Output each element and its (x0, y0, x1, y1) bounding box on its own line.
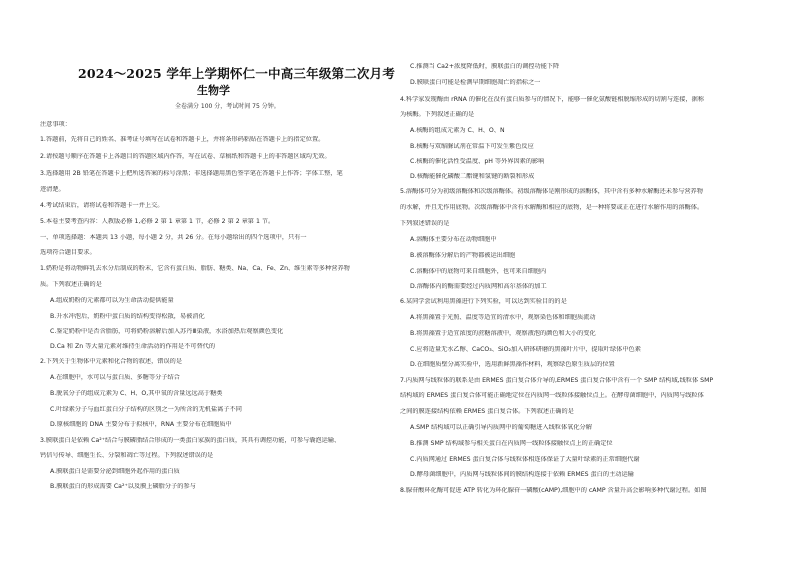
question-line: 8.腺苷酸环化酶可促进 ATP 转化为环化腺苷一磷酸(cAMP),细胞中的 cAMP 含量升高会影响多种代谢过程。如图 (400, 487, 707, 494)
notice-item: 1.答题前，先将自己的姓名、准考证号填写在试卷和答题卡上，并将条形码粘贴在答题卡上的指定位置。 (40, 136, 325, 143)
option-line: B.膜联蛋白的形成需要 Ca²⁺以及膜上磷脂分子的参与 (50, 483, 196, 490)
option-line: B.推测 SMP 结构域参与相关蛋白在内质网一线粒体接触位点上的正确定位 (410, 440, 613, 447)
option-line: D.酵母菌细胞中，内质网与线粒体间的膜结构连接于依赖 ERMES 蛋白的主动运输 (410, 471, 634, 478)
option-line: D.核酶能催化磷酸二酯键和氢键的断裂和形成 (410, 173, 535, 180)
option-line: D.Ca 和 Zn 等大量元素对维持生命活动的作用是不可替代的 (50, 343, 216, 350)
option-line: B.被溶酶体分解后的产物都被运出细胞 (410, 252, 516, 259)
question-line: 结构域的 ERMES 蛋白复合体可能正确地定位在内质网一线粒体接触位点上。在酵母菌细胞中，内质网与线粒体 (400, 392, 704, 399)
question-line: 钙信号传导、细胞生长、分裂和凋亡等过程。下列叙述错误的是 (40, 452, 214, 459)
option-line: D.在细胞质壁分离实验中，选用新鲜黑藻作材料，观察绿色原生质层的位置 (410, 361, 615, 368)
question-line: 4.科学家发现酶由 rRNA 的催化在没有蛋白质参与的情况下，能够一催化氨酸链相脱缩形成的切割与连接，据称 (400, 96, 704, 103)
question-line: 3.膜联蛋白是依赖 Ca²⁺结合与膜磷脂结合形成的一类蛋白家族的蛋白质，其具有调控功能，可参与囊泡运输、 (40, 437, 341, 444)
notice-heading: 注意事项： (40, 121, 71, 128)
option-line: A.在细胞中，水可以与蛋白质、多糖等分子结合 (50, 374, 180, 381)
question-line: 5.溶酶体可分为初级溶酶体和次级溶酶体。初级溶酶体是刚形成的溶酶体，其中含有多种水解酶还未参与营养物 (400, 188, 703, 195)
option-line: C.叶绿素分子与血红蛋白分子结构的区别之一为所含的无机盐离子不同 (50, 406, 242, 413)
notice-item: 5.本卷主要考查内容：人教版必修 1,必修 2 第 1 章第 1 节，必修 2 第 2 章第 1 节。 (40, 218, 275, 225)
option-line: B.脱氧分子的组成元素为 C、H、O,其中氧的含量远远高于糖类 (50, 390, 223, 397)
option-line: C.鉴定奶粉中是否含脂肪，可将奶粉溶解后加入苏丹Ⅲ染液，水浴加热后观察颜色变化 (50, 328, 284, 335)
option-line: C.应将适量无水乙醇、CaCO₃、SiO₂加入研钵研磨的黑藻叶片中，提取叶绿体中色素 (410, 346, 641, 353)
question-line: 1.奶粉是将动物鲜乳去水分后制成的粉末，它含有蛋白质、脂肪、糖类、Na、Ca、Fe、Zn、维生素等多种营养物 (40, 265, 350, 272)
option-line: A.SMP 结构域可以正确引导内质网中的葡萄糖进入线粒体氧化分解 (410, 424, 592, 431)
option-line: C.溶酶体中的底物可来自细胞外，也可来自细胞内 (410, 268, 547, 275)
option-line: A.组成奶粉的元素都可以为生命活动提供能量 (50, 297, 174, 304)
option-line: C.内质网通过 ERMES 蛋白复合体与线粒体相连体保证了大量叶绿素的正常细胞代谢 (410, 456, 640, 463)
section-heading: 一、单项选择题：本题共 13 小题，每小题 2 分，共 26 分。在每小题给出的四个选项中，只有一 (40, 234, 307, 241)
notice-item: 3.选择题用 2B 铅笔在答题卡上把所选答案的标号涂黑；非选择题用黑色签字笔在答题卡上作答；字体工整，笔 (40, 170, 343, 177)
option-line: A.核酶的组成元素为 C、H、O、N (410, 127, 505, 134)
option-line: A.溶酶体主要分布在动物细胞中 (410, 236, 497, 243)
exam-meta: 全卷满分 100 分，考试时间 75 分钟。 (175, 103, 280, 110)
question-line: 之间的膜连接结构依赖 ERMES 蛋白复合体。下列叙述正确的是 (400, 408, 574, 415)
option-line: C.推测当 Ca2+浓度降低时，膜联蛋白的调控功能下降 (410, 63, 560, 70)
option-line: B.升水冲泡后，奶粉中蛋白质的结构变得松散，易被消化 (50, 313, 205, 320)
question-line: 7.内质网与线粒体的联系是由 ERMES 蛋白复合体介导的,ERMES 蛋白复合体中含有一个 SMP 结构域,线粒体 SMP (400, 377, 714, 384)
notice-item: 迹清楚。 (40, 186, 65, 193)
question-line: 下列叙述错误的是 (400, 220, 450, 227)
option-line: D.溶酶体内的酶需要经过内质网和高尔基体的加工 (410, 283, 547, 290)
exam-title: 2024～2025 学年上学期怀仁一中高三年级第二次月考 (78, 66, 396, 81)
question-line: 6.某同学尝试利用黑藻进行下列实验，可以达到实验目的的是 (400, 298, 567, 305)
option-line: A.膜联蛋白是需要分泌到细胞外起作用的蛋白质 (50, 468, 180, 475)
option-line: C.核酶的催化活性受温度、pH 等外界因素的影响 (410, 158, 545, 165)
option-line: B.核酶与双缩脲试剂在常温下可发生紫色反应 (410, 143, 534, 150)
question-line: 2.下列关于生物体中元素和化合物的叙述，错误的是 (40, 358, 183, 365)
section-heading: 选项符合题目要求。 (40, 249, 96, 256)
option-line: B.将黑藻置于适宜浓度的蔗糖溶液中，观察液泡的颜色和大小的变化 (410, 330, 596, 337)
notice-item: 2.请按题号顺序在答题卡上各题目的答题区域内作答，写在试卷、草稿纸和答题卡上的非答题区域均无效。 (40, 153, 331, 160)
notice-item: 4.考试结束后，请将试卷和答题卡一并上交。 (40, 202, 164, 209)
question-line: 为核酶。下列叙述正确的是 (400, 111, 475, 118)
option-line: A.将黑藻置于光照、温度等适宜的清水中，观察染色体和细胞质流动 (410, 314, 596, 321)
question-line: 的水解，并且无作用底物。次级溶酶体中含有水解酶和相应的底物，是一种将要或正在进行水解作用的溶酶体。 (400, 204, 704, 211)
option-line: D.原核细胞的 DNA 主要分布于拟核中，RNA 主要分布在细胞质中 (50, 421, 232, 428)
option-line: D.膜联蛋白可能是检测早期细胞凋亡的指标之一 (410, 79, 541, 86)
exam-subject: 生物学 (197, 84, 230, 97)
question-line: 质。下列叙述正确的是 (40, 281, 102, 288)
